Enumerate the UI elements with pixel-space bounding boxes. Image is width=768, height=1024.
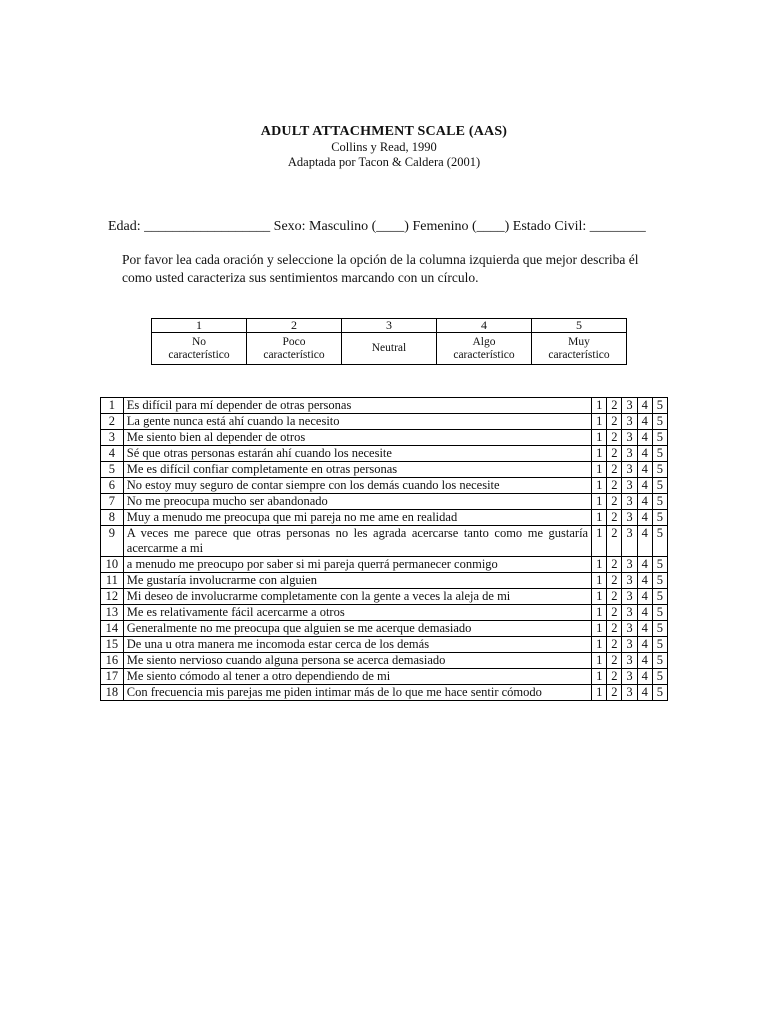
response-option[interactable]: 3	[622, 478, 637, 494]
response-option[interactable]: 3	[622, 510, 637, 526]
legend-description: Muy característico	[532, 333, 627, 365]
response-option[interactable]: 1	[592, 653, 607, 669]
response-option[interactable]: 1	[592, 605, 607, 621]
items-table	[100, 397, 668, 701]
item-text: Mi deseo de involucrarme completamente con la gente a veces la aleja de mi	[123, 589, 591, 605]
item-number: 10	[101, 557, 124, 573]
response-option[interactable]: 3	[622, 526, 637, 557]
response-option[interactable]: 4	[637, 573, 652, 589]
table-row	[101, 557, 668, 573]
response-option[interactable]: 2	[607, 430, 622, 446]
response-option[interactable]: 4	[637, 478, 652, 494]
response-option[interactable]: 2	[607, 685, 622, 701]
response-option[interactable]: 5	[652, 589, 667, 605]
item-number: 11	[101, 573, 124, 589]
document-title: ADULT ATTACHMENT SCALE (AAS)	[260, 124, 508, 139]
item-number: 18	[101, 685, 124, 701]
response-option[interactable]: 5	[652, 685, 667, 701]
response-option[interactable]: 1	[592, 494, 607, 510]
response-option[interactable]: 1	[592, 685, 607, 701]
table-row	[101, 478, 668, 494]
response-option[interactable]: 5	[652, 462, 667, 478]
item-text: Me gustaría involucrarme con alguien	[123, 573, 591, 589]
table-row	[101, 430, 668, 446]
response-option[interactable]: 3	[622, 430, 637, 446]
item-text: Me es difícil confiar completamente en otras personas	[123, 462, 591, 478]
item-text: Muy a menudo me preocupa que mi pareja no me ame en realidad	[123, 510, 591, 526]
response-option[interactable]: 4	[637, 589, 652, 605]
response-option[interactable]: 1	[592, 510, 607, 526]
response-option[interactable]: 5	[652, 526, 667, 557]
item-text: Con frecuencia mis parejas me piden intimar más de lo que me hace sentir cómodo	[123, 685, 591, 701]
adaptation-line: Adaptada por Tacon & Caldera (2001)	[287, 155, 481, 169]
response-option[interactable]: 3	[622, 462, 637, 478]
response-option[interactable]: 2	[607, 494, 622, 510]
item-number: 4	[101, 446, 124, 462]
response-option[interactable]: 1	[592, 478, 607, 494]
response-option[interactable]: 5	[652, 605, 667, 621]
response-option[interactable]: 3	[622, 589, 637, 605]
legend-number: 4	[437, 319, 532, 333]
response-option[interactable]: 5	[652, 398, 667, 414]
response-option[interactable]: 1	[592, 573, 607, 589]
response-option[interactable]: 5	[652, 414, 667, 430]
legend-number: 5	[532, 319, 627, 333]
response-option[interactable]: 3	[622, 414, 637, 430]
response-option[interactable]: 2	[607, 510, 622, 526]
response-option[interactable]: 2	[607, 621, 622, 637]
item-text: Me siento cómodo al tener a otro dependiendo de mi	[123, 669, 591, 685]
item-number: 15	[101, 637, 124, 653]
response-option[interactable]: 1	[592, 462, 607, 478]
response-option[interactable]: 3	[622, 494, 637, 510]
response-option[interactable]: 2	[607, 605, 622, 621]
legend-number: 2	[247, 319, 342, 333]
item-number: 1	[101, 398, 124, 414]
response-option[interactable]: 2	[607, 398, 622, 414]
response-option[interactable]: 1	[592, 398, 607, 414]
response-option[interactable]: 2	[607, 478, 622, 494]
response-option[interactable]: 3	[622, 637, 637, 653]
item-text: La gente nunca está ahí cuando la necesito	[123, 414, 591, 430]
response-option[interactable]: 4	[637, 557, 652, 573]
item-number: 6	[101, 478, 124, 494]
table-row	[101, 446, 668, 462]
table-row	[101, 573, 668, 589]
response-option[interactable]: 5	[652, 510, 667, 526]
response-option[interactable]: 2	[607, 669, 622, 685]
table-row	[101, 414, 668, 430]
response-option[interactable]: 1	[592, 637, 607, 653]
response-option[interactable]: 5	[652, 478, 667, 494]
response-option[interactable]: 5	[652, 494, 667, 510]
legend-description: No característico	[152, 333, 247, 365]
item-text: No me preocupa mucho ser abandonado	[123, 494, 591, 510]
response-option[interactable]: 4	[637, 494, 652, 510]
response-option[interactable]: 3	[622, 669, 637, 685]
response-option[interactable]: 5	[652, 557, 667, 573]
item-number: 2	[101, 414, 124, 430]
response-option[interactable]: 5	[652, 573, 667, 589]
item-number: 8	[101, 510, 124, 526]
response-option[interactable]: 3	[622, 573, 637, 589]
legend-description-row	[152, 333, 627, 365]
table-row	[101, 669, 668, 685]
response-option[interactable]: 1	[592, 669, 607, 685]
table-row	[101, 605, 668, 621]
response-option[interactable]: 4	[637, 398, 652, 414]
instructions-text: Por favor lea cada oración y seleccione la opción de la columna izquierda que mejor describa él como usted caracteriza sus sentimientos marcando con un círculo.	[122, 252, 639, 285]
response-option[interactable]: 2	[607, 446, 622, 462]
item-text: Generalmente no me preocupa que alguien se me acerque demasiado	[123, 621, 591, 637]
legend-description: Neutral	[342, 333, 437, 365]
item-text: Sé que otras personas estarán ahí cuando los necesite	[123, 446, 591, 462]
item-number: 7	[101, 494, 124, 510]
response-option[interactable]: 5	[652, 653, 667, 669]
response-option[interactable]: 4	[637, 446, 652, 462]
response-option[interactable]: 4	[637, 414, 652, 430]
table-row	[101, 589, 668, 605]
response-option[interactable]: 2	[607, 414, 622, 430]
response-option[interactable]: 2	[607, 462, 622, 478]
response-option[interactable]: 1	[592, 557, 607, 573]
response-option[interactable]: 2	[607, 653, 622, 669]
legend-description: Poco característico	[247, 333, 342, 365]
response-option[interactable]: 1	[592, 621, 607, 637]
response-option[interactable]: 4	[637, 605, 652, 621]
scale-legend-table	[151, 318, 627, 365]
response-option[interactable]: 4	[637, 669, 652, 685]
response-option[interactable]: 1	[592, 446, 607, 462]
table-row	[101, 653, 668, 669]
response-option[interactable]: 5	[652, 446, 667, 462]
response-option[interactable]: 3	[622, 398, 637, 414]
table-row	[101, 398, 668, 414]
response-option[interactable]: 4	[637, 653, 652, 669]
legend-description: Algo característico	[437, 333, 532, 365]
table-row	[101, 494, 668, 510]
response-option[interactable]: 3	[622, 605, 637, 621]
authors-line: Collins y Read, 1990	[331, 140, 437, 154]
response-option[interactable]: 5	[652, 621, 667, 637]
item-text: a menudo me preocupo por saber si mi pareja querrá permanecer conmigo	[123, 557, 591, 573]
legend-number-row	[152, 319, 627, 333]
response-option[interactable]: 3	[622, 621, 637, 637]
response-option[interactable]: 4	[637, 430, 652, 446]
response-option[interactable]: 1	[592, 589, 607, 605]
item-text: Me siento nervioso cuando alguna persona se acerca demasiado	[123, 653, 591, 669]
item-number: 5	[101, 462, 124, 478]
item-text: Es difícil para mí depender de otras personas	[123, 398, 591, 414]
table-row	[101, 462, 668, 478]
response-option[interactable]: 4	[637, 621, 652, 637]
document-header	[0, 124, 768, 170]
response-option[interactable]: 1	[592, 526, 607, 557]
item-number: 13	[101, 605, 124, 621]
response-option[interactable]: 1	[592, 414, 607, 430]
response-option[interactable]: 5	[652, 637, 667, 653]
legend-number: 1	[152, 319, 247, 333]
item-text: Me es relativamente fácil acercarme a otros	[123, 605, 591, 621]
item-text: A veces me parece que otras personas no les agrada acercarse tanto como me gustaría acercarme a mi	[123, 526, 591, 557]
table-row	[101, 637, 668, 653]
item-number: 9	[101, 526, 124, 557]
item-number: 3	[101, 430, 124, 446]
response-option[interactable]: 3	[622, 653, 637, 669]
item-text: De una u otra manera me incomoda estar cerca de los demás	[123, 637, 591, 653]
response-option[interactable]: 4	[637, 685, 652, 701]
table-row	[101, 685, 668, 701]
response-option[interactable]: 2	[607, 637, 622, 653]
response-option[interactable]: 1	[592, 430, 607, 446]
legend-number: 3	[342, 319, 437, 333]
item-text: No estoy muy seguro de contar siempre con los demás cuando los necesite	[123, 478, 591, 494]
response-option[interactable]: 4	[637, 637, 652, 653]
table-row	[101, 510, 668, 526]
response-option[interactable]: 2	[607, 589, 622, 605]
response-option[interactable]: 3	[622, 557, 637, 573]
table-row	[101, 621, 668, 637]
response-option[interactable]: 2	[607, 557, 622, 573]
response-option[interactable]: 5	[652, 669, 667, 685]
item-text: Me siento bien al depender de otros	[123, 430, 591, 446]
response-option[interactable]: 2	[607, 573, 622, 589]
response-option[interactable]: 4	[637, 510, 652, 526]
item-number: 12	[101, 589, 124, 605]
response-option[interactable]: 3	[622, 446, 637, 462]
response-option[interactable]: 3	[622, 685, 637, 701]
item-number: 17	[101, 669, 124, 685]
response-option[interactable]: 4	[637, 462, 652, 478]
item-number: 16	[101, 653, 124, 669]
respondent-fields: Edad: __________________ Sexo: Masculino (____) Femenino (____) Estado Civil: ________	[108, 219, 646, 234]
response-option[interactable]: 2	[607, 526, 622, 557]
table-row	[101, 526, 668, 557]
item-number: 14	[101, 621, 124, 637]
items-table-body	[101, 398, 668, 701]
response-option[interactable]: 4	[637, 526, 652, 557]
response-option[interactable]: 5	[652, 430, 667, 446]
